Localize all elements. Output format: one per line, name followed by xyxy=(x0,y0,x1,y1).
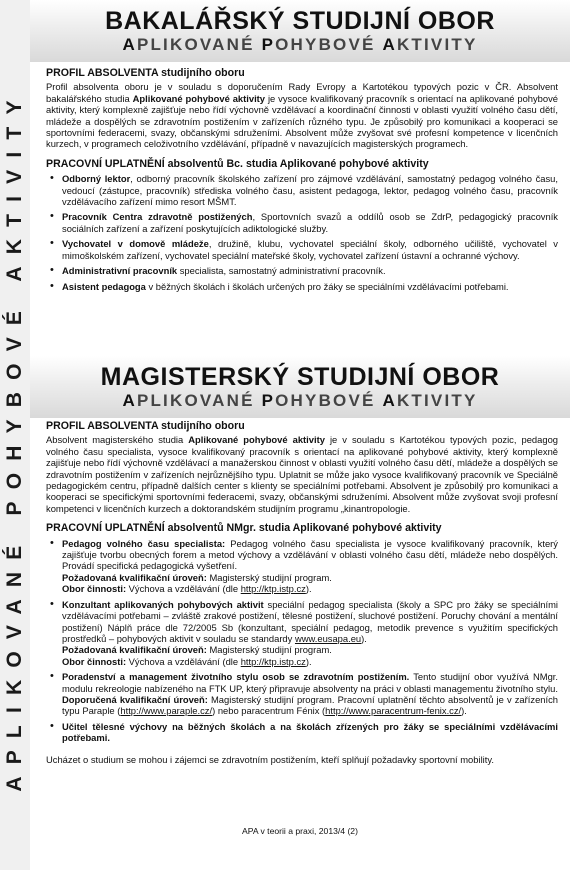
paraple-link[interactable]: http://www.paraple.cz/ xyxy=(120,705,213,717)
list-item: • Pedagog volného času specialista: Pedagog volného času specialista je vysoce kvalifikovaný pracovník, který zajišťuje tvorbu obecných forem a metod výchovy a vzdělávání v oblasti volného času dětí, mládeže nebo dospělých. Provádí specifická pedagogická vyšetření. Požadovaná kvalifikační úroveň: Magisterský studijní program. Obor činnosti: Výchova a vzdělávání (dle http://ktp.istp.cz). xyxy=(62,538,558,595)
ktp-link[interactable]: http://ktp.istp.cz xyxy=(240,655,306,667)
bachelor-banner xyxy=(30,0,570,62)
bachelor-profile-heading: PROFIL ABSOLVENTA studijního oboru xyxy=(46,67,245,79)
master-employment-heading: PRACOVNÍ UPLATNĚNÍ absolventů NMgr. studia Aplikované pohybové aktivity xyxy=(46,522,442,535)
bachelor-title: BAKALÁŘSKÝ STUDIJNÍ OBOR xyxy=(105,7,495,35)
master-subtitle: APLIKOVANÉ POHYBOVÉ AKTIVITY xyxy=(122,391,478,410)
master-title: MAGISTERSKÝ STUDIJNÍ OBOR xyxy=(100,363,500,391)
list-item: • Administrativní pracovník specialista, samostatný administrativní pracovník. xyxy=(62,265,558,276)
bachelor-profile-text: Profil absolventa oboru je v souladu s doporučením Rady Evropy a Kartotékou typových pozic v ČR. Absolvent bakalářského studia Aplikované pohybové aktivity je vysoce kvalifikovaný pracovník s orientací na aplikované pohybové aktivity, který komplexně zajišťuje nebo řídí výchovně vzdělávací a koordinační činnosti v oblasti využití volného času dětí, mládeže a dospělých se zdravotním postižením v zařízeních různého typu. Je způsobilý pro komunikaci a kooperaci se sportovními federacemi, svazy, občanskými sdruženími. Absolvent může zvyšovat své profesní kompetence v licenčních kurzech, v programech celoživotního vzdělávání, případně v navazujících magisterských programech. xyxy=(46,81,559,150)
side-label: APLIKOVANÉ POHYBOVÉ AKTIVITY xyxy=(3,88,26,792)
master-closing: Ucházet o studium se mohou i zájemci se zdravotním postižením, kteří splňují požadavky sportovní mobility. xyxy=(46,753,494,765)
list-item: • Poradenství a management životního stylu osob se zdravotním postižením. Tento studijní obor využívá NMgr. modulu rekreologie nabízeného na FTK UP, který připravuje absolventy na práci v oblasti managementu životního stylu. Doporučená kvalifikační úroveň: Magisterský studijní program. Pracovní uplatnění těchto absolventů je v zařízeních typu Paraple (http://www.paraple.cz/) nebo paracentrum Fénix (http://www.paracentrum-fenix.cz/). xyxy=(62,671,558,717)
bachelor-content xyxy=(46,68,558,296)
bachelor-employment-heading: PRACOVNÍ UPLATNĚNÍ absolventů Bc. studia Aplikované pohybové aktivity xyxy=(46,157,429,170)
bachelor-subtitle: APLIKOVANÉ POHYBOVÉ AKTIVITY xyxy=(122,35,478,54)
master-banner xyxy=(30,356,570,418)
bachelor-employment-list xyxy=(46,173,558,292)
ktp-link[interactable]: http://ktp.istp.cz xyxy=(240,583,306,595)
list-item: • Konzultant aplikovaných pohybových aktivit speciální pedagog specialista (školy a SPC pro žáky se speciálními vzdělávacími potřebami – zvláště zrakové postižení, tělesné postižení, sluchové postižení. Poruchy chování a mentální postižení) Náplň práce dle 72/2005 Sb (konzultant, speciální pedagog, metodik prevence s využitím specifických prostředků – pohybových aktivit v souladu se standardy www.eusapa.eu). Požadovaná kvalifikační úroveň: Magisterský studijní program. Obor činnosti: Výchova a vzdělávání (dle http://ktp.istp.cz). xyxy=(62,599,558,667)
list-item: • Vychovatel v domově mládeže, družině, klubu, vychovatel speciální školy, odborného učiliště, vychovatel v mimoškolském zařízení, vychovatel speciální mateřské školy, vychovatel zařízení ústavní a ochranné výchovy. xyxy=(62,238,558,261)
master-employment-list xyxy=(46,538,558,744)
master-profile-text: Absolvent magisterského studia Aplikované pohybové aktivity je v souladu s Kartotékou typových pozic, pedagog volného času specialista, vysoce kvalifikovaný pracovník s orientací na aplikované pohybové aktivity, který komplexně zajišťuje nebo řídí výchovně vzdělávací a manažerskou činnost v oblasti využití volného času dětí, mládeže a dospělých se zdravotním postižením v zařízeních nejrůznějšího typu. Uplatnit se může jako vysoce kvalifikovaný pracovník ve Speciálně pedagogickém centru, případně dalších center s klienty se speciálními potřebami. Absolvent je způsobilý pro komunikaci a kooperaci se specifickými sportovními federacemi, svazy, občanskými sdruženími. Absolvent může zvyšovat svoji profesní kompetenci v licenčních kurzech a doktorandském studijním programu „kinantropologie. xyxy=(46,434,559,514)
list-item: • Asistent pedagoga v běžných školách i školách určených pro žáky se speciálními vzdělávacími potřebami. xyxy=(62,281,558,292)
list-item: • Pracovník Centra zdravotně postižených, Sportovních svazů a oddílů osob se ZdrP, pedagogický pracovník sociálních zařízení a zařízení poskytujících adiktologické služby. xyxy=(62,211,558,234)
eusapa-link[interactable]: www.eusapa.eu xyxy=(294,632,362,644)
master-content xyxy=(46,421,558,765)
fenix-link[interactable]: http://www.paracentrum-fenix.cz/ xyxy=(325,705,462,717)
list-item: • Učitel tělesné výchovy na běžných školách a na školách zřízených pro žáky se speciálními vzdělávacími potřebami. xyxy=(62,721,558,744)
master-profile-heading: PROFIL ABSOLVENTA studijního oboru xyxy=(46,420,245,432)
list-item: • Odborný lektor, odborný pracovník školského zařízení pro zájmové vzdělávání, samostatný pedagog volného času, vedoucí (zástupce, pracovník) střediska volného času, asistent pedagoga, lektor, pedagog volného času, pracovník vzdělávacího zařízení mimo resort MŠMT. xyxy=(62,173,558,207)
footer: APA v teorii a praxi, 2013/4 (2) xyxy=(242,826,358,836)
side-stripe xyxy=(0,0,30,870)
